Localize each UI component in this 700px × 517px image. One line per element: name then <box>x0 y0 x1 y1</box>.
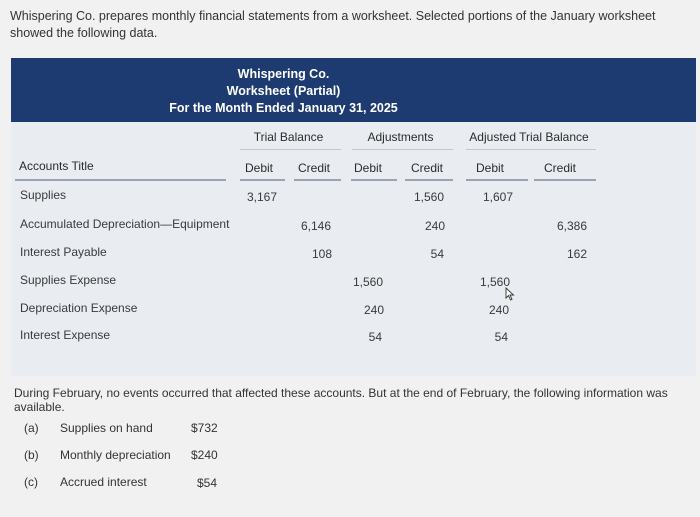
col-header-adj-credit: Credit <box>411 161 444 175</box>
header-underline <box>240 179 285 181</box>
worksheet-title: Worksheet (Partial) <box>226 84 341 98</box>
info-amount: $240 <box>191 448 218 462</box>
mouse-pointer-icon <box>505 287 517 301</box>
header-underline <box>405 179 453 181</box>
col-header-tb-debit: Debit <box>245 161 274 175</box>
group-adjustments: Adjustments <box>367 130 434 144</box>
cell-adj-credit: 240 <box>424 219 445 233</box>
cell-adj-credit: 54 <box>430 247 444 261</box>
worksheet-period: For the Month Ended January 31, 2025 <box>169 101 398 115</box>
header-underline <box>534 179 596 181</box>
row-account: Supplies Expense <box>20 273 117 287</box>
worksheet-header <box>11 58 696 122</box>
info-letter: (a) <box>24 421 39 435</box>
header-underline <box>15 179 226 181</box>
cell-atb-debit: 54 <box>494 330 508 344</box>
cell-adj-debit: 1,560 <box>352 275 383 289</box>
row-account: Interest Payable <box>20 245 107 259</box>
cell-atb-debit: 240 <box>488 303 509 317</box>
row-account: Depreciation Expense <box>20 301 138 315</box>
cell-atb-credit: 6,386 <box>556 219 587 233</box>
header-underline <box>466 179 528 181</box>
col-header-atb-debit: Debit <box>476 161 505 175</box>
col-header-account: Accounts Title <box>19 159 94 173</box>
header-underline <box>294 179 341 181</box>
cell-adj-debit: 54 <box>368 330 382 344</box>
cell-atb-debit: 1,560 <box>479 275 510 289</box>
row-account: Interest Expense <box>20 328 111 342</box>
info-letter: (b) <box>24 448 39 462</box>
col-header-tb-credit: Credit <box>298 161 331 175</box>
cell-tb-debit: 3,167 <box>246 190 277 204</box>
col-header-adj-debit: Debit <box>354 161 383 175</box>
cell-atb-debit: 1,607 <box>482 190 513 204</box>
info-amount: $732 <box>191 421 218 435</box>
group-adjusted-trial-balance: Adjusted Trial Balance <box>469 130 589 144</box>
cell-adj-debit: 240 <box>363 303 384 317</box>
header-underline <box>351 179 397 181</box>
row-account: Supplies <box>20 188 67 202</box>
worksheet-table <box>11 58 696 376</box>
row-account: Accumulated Depreciation—Equipment <box>20 217 230 231</box>
cell-adj-credit: 1,560 <box>413 190 444 204</box>
group-divider <box>352 149 453 150</box>
info-label: Monthly depreciation <box>60 448 171 462</box>
group-divider <box>240 149 341 150</box>
info-amount: $54 <box>197 476 218 490</box>
cell-atb-credit: 162 <box>566 247 587 261</box>
group-divider <box>466 149 596 150</box>
group-trial-balance: Trial Balance <box>253 130 324 144</box>
cell-tb-credit: 6,146 <box>300 219 331 233</box>
info-letter: (c) <box>24 475 38 489</box>
company-name: Whispering Co. <box>237 67 330 81</box>
intro-text: Whispering Co. prepares monthly financial statements from a worksheet. Selected portions of the January worksheet showed the following data. <box>10 9 656 40</box>
followup-text: During February, no events occurred that affected these accounts. But at the end of February, the following information was available. <box>14 386 668 414</box>
info-label: Supplies on hand <box>60 421 153 435</box>
info-label: Accrued interest <box>60 475 147 489</box>
cell-tb-credit: 108 <box>311 247 332 261</box>
col-header-atb-credit: Credit <box>544 161 577 175</box>
